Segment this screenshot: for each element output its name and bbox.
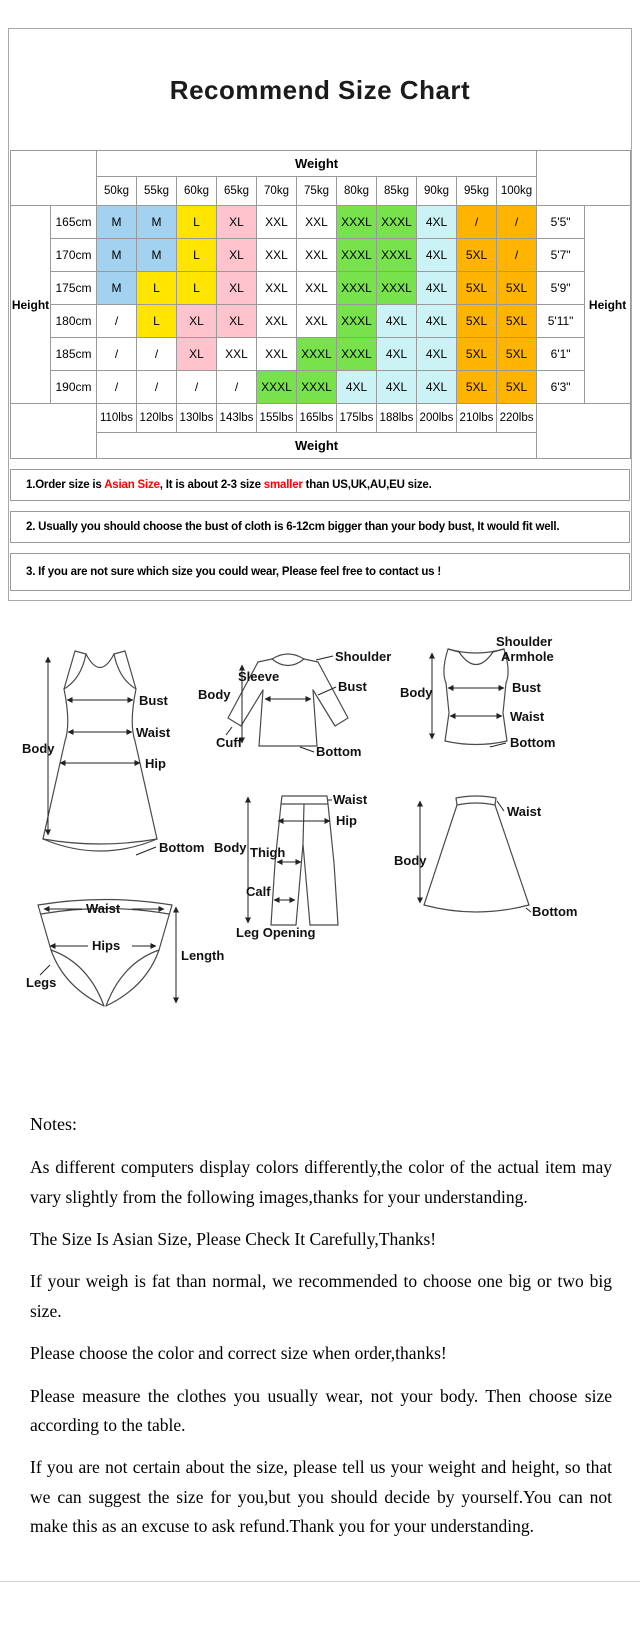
dress-body-label: Body [22, 741, 55, 756]
pants-calf-label: Calf [246, 884, 271, 899]
size-cell: L [137, 272, 177, 305]
lbs-cell: 110lbs [97, 404, 137, 433]
kg-cell: 95kg [457, 177, 497, 206]
skirt-waist-label: Waist [507, 804, 542, 819]
size-cell: / [97, 305, 137, 338]
size-cell: XL [177, 305, 217, 338]
size-cell: L [177, 272, 217, 305]
size-cell: XXL [297, 206, 337, 239]
size-cell: L [177, 206, 217, 239]
size-cell: 4XL [417, 371, 457, 404]
size-cell: 4XL [377, 305, 417, 338]
vest-bust-label: Bust [512, 680, 541, 695]
size-cell: M [137, 206, 177, 239]
shirt-cuff-label: Cuff [216, 735, 242, 750]
shirt-shoulder-label: Shoulder [335, 649, 392, 664]
kg-cell: 90kg [417, 177, 457, 206]
size-chart-panel [8, 28, 632, 601]
size-cell: 4XL [417, 338, 457, 371]
height-ft-cell: 6'3" [537, 371, 585, 404]
dress-bottom-label: Bottom [159, 840, 205, 855]
note-paragraph-order: Please choose the color and correct size when order,thanks! [30, 1343, 447, 1364]
pants-waist-label: Waist [333, 792, 368, 807]
height-ft-cell: 5'7" [537, 239, 585, 272]
height-ft-cell: 5'5" [537, 206, 585, 239]
pants-leg-opening-label: Leg Opening [236, 925, 316, 940]
size-cell: XXL [297, 239, 337, 272]
dress-bust-label: Bust [139, 693, 168, 708]
smaller-highlight: smaller [263, 479, 303, 491]
size-note-3: 3. If you are not sure which size you could wear, Please feel free to contact us ! [10, 553, 630, 591]
size-cell: 5XL [497, 371, 537, 404]
lbs-cell: 143lbs [217, 404, 257, 433]
asian-size-highlight: Asian Size [104, 479, 160, 491]
table-row [11, 371, 631, 404]
size-cell: / [137, 338, 177, 371]
vest-diagram [400, 634, 556, 750]
lbs-cell: 165lbs [297, 404, 337, 433]
pants-diagram [214, 792, 368, 940]
pants-thigh-label: Thigh [250, 845, 286, 860]
size-cell: 4XL [417, 239, 457, 272]
size-note-1 [10, 469, 630, 501]
size-cell: 5XL [457, 371, 497, 404]
note1-text-a: 1.Order size is [26, 479, 105, 491]
height-cm-cell: 185cm [51, 338, 97, 371]
pants-hip-label: Hip [336, 813, 357, 828]
size-cell: L [177, 239, 217, 272]
kg-cell: 70kg [257, 177, 297, 206]
note-paragraph-refund: If you are not certain about the size, please tell us your weight and height, so that we can suggest the size for you,but you should decide by yourself.You can not make this as an excuse to ask refund.Thank you for your understanding. [30, 1457, 612, 1537]
lbs-cell: 120lbs [137, 404, 177, 433]
size-cell: XXXL [337, 206, 377, 239]
weight-header-top: Weight [97, 151, 537, 177]
size-cell: / [457, 206, 497, 239]
table-row [11, 239, 631, 272]
kg-cell: 50kg [97, 177, 137, 206]
kg-cell: 75kg [297, 177, 337, 206]
kg-cell: 80kg [337, 177, 377, 206]
height-cm-cell: 180cm [51, 305, 97, 338]
size-cell: XXL [257, 206, 297, 239]
size-cell: L [137, 305, 177, 338]
height-cm-cell: 190cm [51, 371, 97, 404]
size-cell: XL [217, 305, 257, 338]
size-cell: 5XL [457, 305, 497, 338]
height-ft-cell: 5'9" [537, 272, 585, 305]
skirt-bottom-label: Bottom [532, 904, 578, 919]
size-cell: XXXL [257, 371, 297, 404]
kg-cell: 60kg [177, 177, 217, 206]
lbs-cell: 175lbs [337, 404, 377, 433]
size-cell: XXL [217, 338, 257, 371]
size-chart-title: Recommend Size Chart [169, 75, 471, 105]
lbs-cell: 200lbs [417, 404, 457, 433]
pants-body-label: Body [214, 840, 247, 855]
size-cell: XL [217, 206, 257, 239]
vest-bottom-label: Bottom [510, 735, 556, 750]
size-cell: XXXL [377, 272, 417, 305]
size-cell: 4XL [417, 206, 457, 239]
height-cm-cell: 165cm [51, 206, 97, 239]
size-cell: / [137, 371, 177, 404]
note-paragraph-colors: As different computers display colors differently,the color of the actual item may vary slightly from the following images,thanks for your understanding. [30, 1157, 612, 1207]
size-cell: XXXL [337, 272, 377, 305]
vest-waist-label: Waist [510, 709, 545, 724]
size-cell: XL [217, 272, 257, 305]
measurement-diagrams-section [0, 615, 640, 1085]
size-cell: 5XL [457, 239, 497, 272]
size-cell: 5XL [497, 305, 537, 338]
skirt-diagram [394, 796, 578, 919]
height-ft-cell: 5'11" [537, 305, 585, 338]
kg-cell: 55kg [137, 177, 177, 206]
size-cell: XXXL [377, 206, 417, 239]
skirt-body-label: Body [394, 853, 427, 868]
size-cell: XXL [257, 272, 297, 305]
size-cell: XXXL [297, 338, 337, 371]
size-cell: XXL [297, 272, 337, 305]
shirt-body-label: Body [198, 687, 231, 702]
briefs-waist-label: Waist [86, 901, 121, 916]
note-paragraph-measure: Please measure the clothes you usually wear, not your body. Then choose size according to the table. [30, 1385, 612, 1435]
lbs-cell: 210lbs [457, 404, 497, 433]
briefs-length-label: Length [181, 948, 225, 963]
size-table [10, 150, 631, 459]
measurement-diagrams [0, 615, 640, 1085]
note1-text-b: , It is about 2-3 size [159, 479, 264, 491]
briefs-diagram [26, 900, 224, 1007]
briefs-hips-label: Hips [92, 938, 121, 953]
table-row [11, 272, 631, 305]
lbs-cell: 188lbs [377, 404, 417, 433]
lbs-cell: 220lbs [497, 404, 537, 433]
size-cell: XL [177, 338, 217, 371]
size-cell: 4XL [417, 272, 457, 305]
blank-cell [11, 151, 97, 206]
vest-body-label: Body [400, 685, 433, 700]
size-cell: / [497, 239, 537, 272]
size-cell: XXXL [337, 239, 377, 272]
size-cell: 4XL [337, 371, 377, 404]
size-cell: XXXL [297, 371, 337, 404]
size-cell: 5XL [457, 272, 497, 305]
size-cell: / [497, 206, 537, 239]
notes-section [0, 1085, 640, 1581]
shirt-sleeve-label: Sleeve [238, 669, 280, 684]
height-ft-cell: 6'1" [537, 338, 585, 371]
lbs-cell: 155lbs [257, 404, 297, 433]
blank-cell [537, 404, 631, 459]
dress-diagram [22, 651, 205, 855]
size-cell: 5XL [497, 272, 537, 305]
kg-cell: 100kg [497, 177, 537, 206]
kg-cell: 85kg [377, 177, 417, 206]
note-paragraph-weight: If your weigh is fat than normal, we recommended to choose one big or two big size. [30, 1271, 612, 1321]
shirt-bottom-label: Bottom [316, 744, 362, 759]
lbs-cell: 130lbs [177, 404, 217, 433]
size-cell: / [177, 371, 217, 404]
height-header-left: Height [11, 206, 51, 404]
table-row [11, 338, 631, 371]
size-cell: M [97, 272, 137, 305]
size-cell: XXL [257, 305, 297, 338]
briefs-legs-label: Legs [26, 975, 57, 990]
size-cell: 4XL [377, 338, 417, 371]
shirt-bust-label: Bust [338, 679, 367, 694]
size-cell: XXXL [337, 305, 377, 338]
shirt-diagram [198, 649, 391, 759]
size-cell: 4XL [417, 305, 457, 338]
size-cell: / [97, 371, 137, 404]
size-cell: / [217, 371, 257, 404]
height-cm-cell: 170cm [51, 239, 97, 272]
size-cell: M [97, 206, 137, 239]
blank-cell [11, 404, 97, 459]
height-cm-cell: 175cm [51, 272, 97, 305]
size-cell: 5XL [457, 338, 497, 371]
height-header-right: Height [585, 206, 631, 404]
table-row [11, 305, 631, 338]
size-cell: 5XL [497, 338, 537, 371]
size-note-2: 2. Usually you should choose the bust of cloth is 6-12cm bigger than your body bust, It would fit well. [10, 511, 630, 543]
dress-hip-label: Hip [145, 756, 166, 771]
size-cell: XXXL [337, 338, 377, 371]
size-cell: XXL [257, 239, 297, 272]
vest-armhole-label: Armhole [501, 649, 554, 664]
note-paragraph-asian-size: The Size Is Asian Size, Please Check It Carefully,Thanks! [30, 1229, 437, 1250]
size-cell: 4XL [377, 371, 417, 404]
notes-heading: Notes: [30, 1114, 77, 1134]
blank-cell [537, 151, 631, 206]
kg-cell: 65kg [217, 177, 257, 206]
table-row [11, 206, 631, 239]
size-cell: / [97, 338, 137, 371]
size-cell: XXXL [377, 239, 417, 272]
vest-shoulder-label: Shoulder [496, 634, 553, 649]
note1-text-c: than US,UK,AU,EU size. [302, 479, 432, 491]
size-cell: XXL [297, 305, 337, 338]
size-cell: M [97, 239, 137, 272]
bottom-divider [0, 1581, 640, 1582]
size-cell: XL [217, 239, 257, 272]
size-cell: M [137, 239, 177, 272]
weight-header-bottom: Weight [97, 433, 537, 459]
size-cell: XXL [257, 338, 297, 371]
dress-waist-label: Waist [136, 725, 171, 740]
